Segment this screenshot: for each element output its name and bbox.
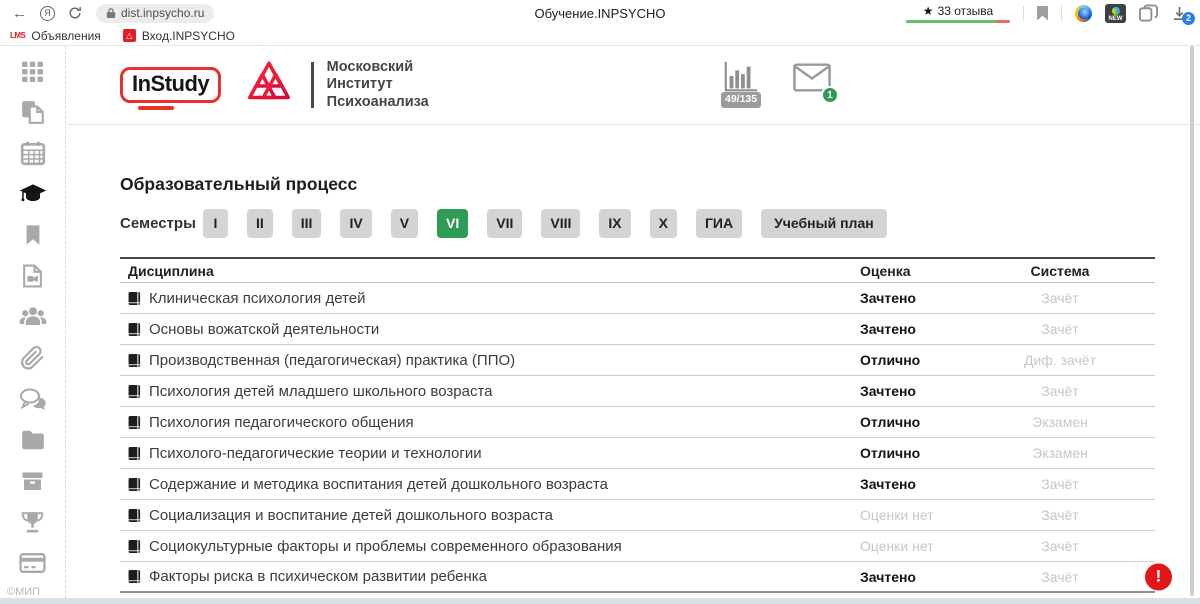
archive-icon[interactable] [19,468,47,494]
grade-value: Оценки нет [860,507,934,523]
table-row[interactable] [120,345,1155,376]
discipline-name: Социализация и воспитание детей дошкольного возраста [149,506,553,524]
calendar-icon[interactable] [19,140,47,166]
collections-icon[interactable] [1139,4,1158,22]
tab-title[interactable]: Обучение.INPSYCHO [534,5,666,21]
apps-grid-icon[interactable] [19,58,47,84]
reviews-count: 33 отзыва [937,3,994,18]
table-row[interactable] [120,500,1155,531]
semester-tab-III[interactable]: III [292,209,322,238]
grade-system: Экзамен [1032,445,1088,461]
column-header-system: Система [1030,262,1090,279]
card-icon[interactable] [19,550,47,576]
inpsycho-favicon: △ [123,29,136,42]
grade-system: Зачёт [1041,383,1079,399]
instudy-logo-text: InStudy [120,67,221,103]
semester-tab-IV[interactable]: IV [340,209,371,238]
bookmark-item-login[interactable]: △ Вход.INPSYCHO [123,29,235,43]
grade-value: Зачтено [860,476,916,492]
book-icon [128,415,141,430]
grade-system: Зачёт [1041,290,1079,306]
grade-value: Зачтено [860,290,916,306]
video-file-icon[interactable] [19,263,47,289]
alert-icon[interactable]: ! [1145,563,1172,590]
discipline-name: Основы вожатской деятельности [149,320,380,338]
table-header [120,257,1155,283]
grade-system: Зачёт [1041,321,1079,337]
column-header-discipline: Дисциплина [128,262,214,279]
folder-icon[interactable] [19,427,47,453]
book-icon [128,384,141,399]
main-content [66,46,1200,598]
browser-toolbar [0,0,1200,26]
grade-value: Отлично [860,352,921,368]
discipline-name: Социокультурные факторы и проблемы современного образования [149,537,622,555]
semester-tab-V[interactable]: V [391,209,418,238]
mail-count-badge: 1 [821,86,839,104]
table-row[interactable] [120,376,1155,407]
refresh-icon[interactable] [68,6,82,20]
grade-value: Оценки нет [860,538,934,554]
page-scrollbar[interactable] [1190,46,1194,596]
table-row[interactable] [120,438,1155,469]
documents-icon[interactable] [19,99,47,125]
discipline-name: Содержание и методика воспитания детей дошкольного возраста [149,475,608,493]
taskbar-edge [0,598,1200,604]
mail-button[interactable] [793,63,833,101]
semester-tab-II[interactable]: II [247,209,273,238]
grade-value: Отлично [860,445,921,461]
semesters-label: Семестры [120,214,196,232]
semester-tab-VII[interactable]: VII [487,209,522,238]
progress-badge: 49/135 [721,92,761,108]
grade-system: Диф. зачёт [1024,352,1096,368]
book-icon [128,322,141,337]
downloads-badge: 2 [1182,12,1195,25]
discipline-name: Факторы риска в психическом развитии ребенка [149,568,487,585]
discipline-name: Психология детей младшего школьного возраста [149,382,493,400]
table-row[interactable] [120,283,1155,314]
grade-value: Зачтено [860,568,916,585]
bookmark-item-announcements[interactable]: LMS Объявления [10,28,101,43]
semesters-row [120,208,1200,238]
bar-chart-icon [722,59,760,95]
table-row[interactable] [120,531,1155,562]
star-icon: ★ [922,3,934,18]
grade-system: Зачёт [1041,538,1079,554]
disciplines-table [120,257,1162,593]
semester-tab-VI[interactable]: VI [437,209,468,238]
curriculum-plan-tab[interactable]: Учебный план [761,209,887,238]
lock-icon [106,7,116,19]
institute-name: Московский Институт Психоанализа [326,58,429,110]
book-icon [128,291,141,306]
site-reviews[interactable] [906,4,1010,23]
reviews-bar [906,20,1010,23]
grade-value: Зачтено [860,321,916,337]
semester-tab-I[interactable]: I [203,209,228,238]
graduation-cap-icon[interactable] [19,181,47,207]
paperclip-icon[interactable] [19,345,47,371]
chat-icon[interactable] [19,386,47,412]
app-area [0,46,1200,598]
discipline-name: Клиническая психология детей [149,289,366,307]
divider [1061,6,1062,21]
table-row[interactable] [120,562,1162,593]
grade-system: Зачёт [1041,476,1079,492]
column-header-grade: Оценка [860,262,911,279]
divider [1023,6,1024,21]
downloads-button[interactable] [1171,6,1191,23]
book-icon [128,477,141,492]
trophy-icon[interactable] [19,509,47,535]
table-row[interactable] [120,469,1155,500]
sidebar [0,46,66,598]
lms-favicon: LMS [10,31,26,40]
divider [311,62,314,108]
institute-triangle-logo[interactable] [243,61,295,109]
users-icon[interactable] [19,304,47,330]
table-body [120,283,1162,593]
grade-system: Экзамен [1032,414,1088,430]
page-title: Образовательный процесс [120,174,358,194]
address-bar[interactable] [96,4,214,23]
back-icon[interactable]: ← [12,4,27,22]
semester-tab-ГИА[interactable]: ГИА [696,209,742,238]
grade-value: Зачтено [860,383,916,399]
grade-value: Отлично [860,414,921,430]
url-text: dist.inpsycho.ru [121,6,205,20]
discipline-name: Производственная (педагогическая) практика (ППО) [149,351,516,369]
profile-icon[interactable]: Я [40,6,55,21]
book-icon [128,446,141,461]
semester-tab-VIII[interactable]: VIII [541,209,580,238]
book-icon [128,569,141,584]
book-icon [128,508,141,523]
bookmark-icon[interactable] [19,222,47,248]
instudy-logo[interactable] [120,67,221,103]
progress-stats-button[interactable] [721,59,761,108]
table-row[interactable] [120,407,1155,438]
grade-system: Зачёт [1041,507,1079,523]
browser-extension-icon[interactable] [1075,5,1092,22]
table-row[interactable] [120,314,1155,345]
discipline-name: Психолого-педагогические теории и технологии [149,444,482,462]
bookmark-flag-icon[interactable] [1037,6,1048,21]
semester-tab-X[interactable]: X [650,209,677,238]
discipline-name: Психология педагогического общения [149,413,414,431]
grade-system: Зачёт [1041,568,1079,585]
copyright-label: ©МИП [7,586,41,598]
semester-tab-IX[interactable]: IX [599,209,630,238]
semester-tabs [203,209,761,238]
new-extension-icon[interactable]: NEW [1105,4,1126,23]
book-icon [128,353,141,368]
bookmarks-bar [0,26,1200,46]
site-header [66,46,1200,125]
book-icon [128,539,141,554]
